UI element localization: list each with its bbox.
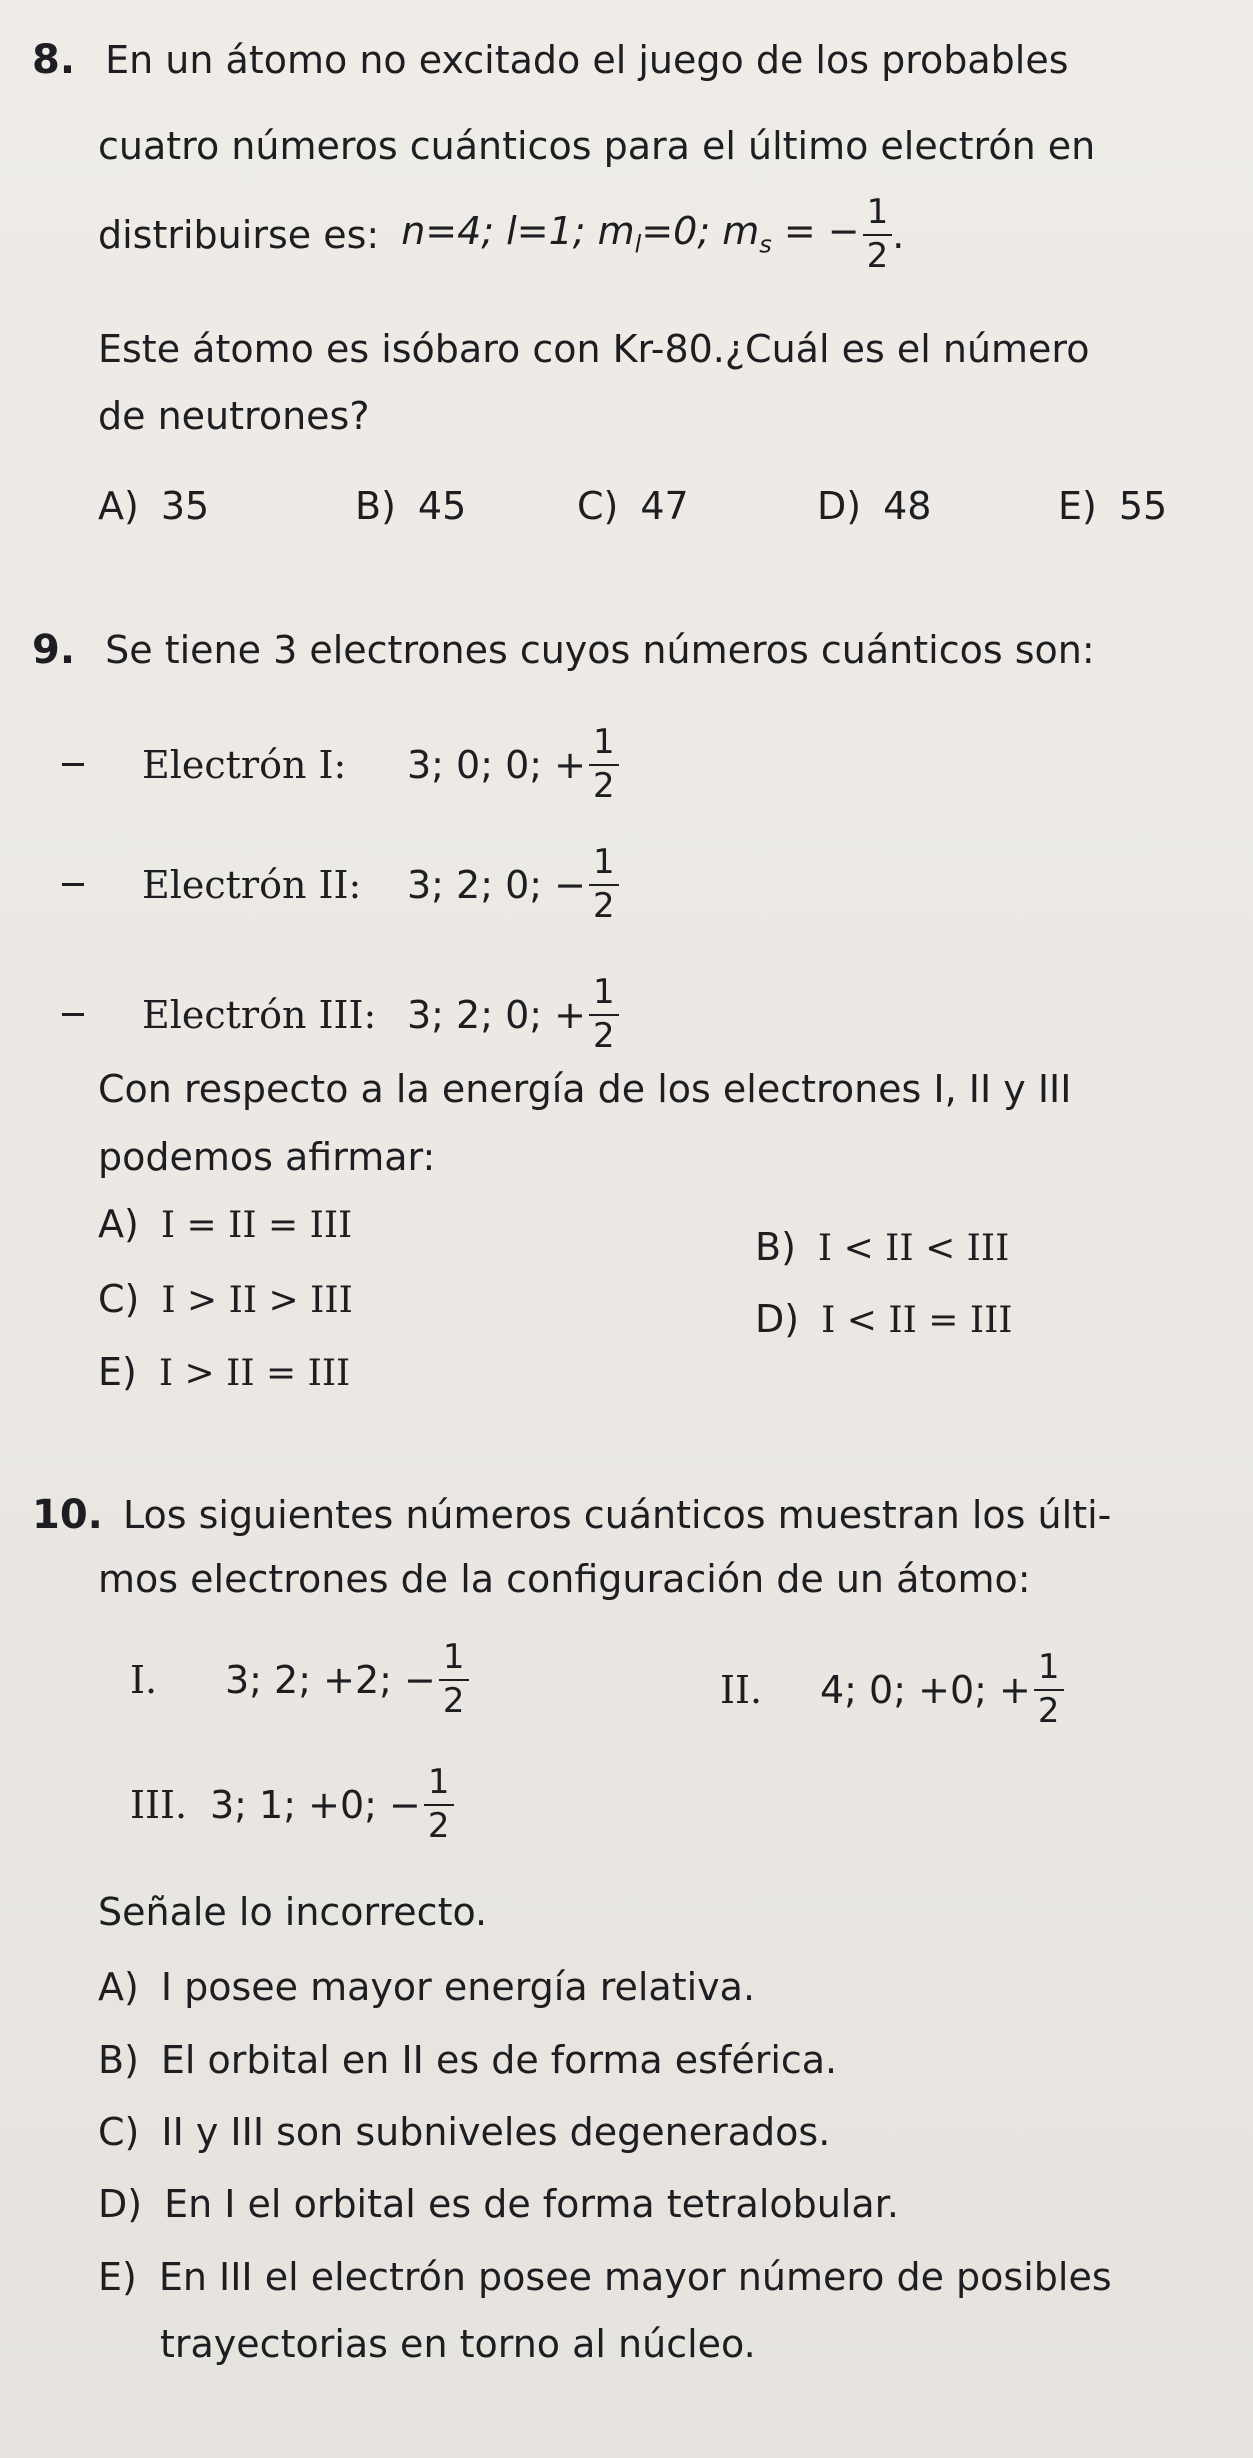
question-8-text-3: distribuirse es:	[98, 212, 380, 257]
dash-bullet	[62, 883, 84, 886]
electron-row-1	[62, 722, 619, 806]
electron-row-2	[62, 842, 619, 926]
question-10-text-1: Los siguientes números cuánticos muestran los últi-	[122, 1493, 1112, 1537]
q10-option-e-line-2: trayectorias en torno al núcleo.	[160, 2322, 756, 2366]
electron-label: Electrón I:	[142, 742, 347, 787]
dash-bullet	[62, 1013, 84, 1016]
question-8-line-3	[98, 192, 905, 276]
fraction-denominator: 2	[1037, 1690, 1060, 1731]
item-label: I.	[130, 1657, 158, 1702]
ml-subscript: l	[634, 230, 642, 259]
q10-item-1	[130, 1637, 469, 1721]
option-letter: B)	[355, 484, 396, 528]
item-values: 3; 2; +2; −	[225, 1657, 436, 1702]
q9-option-a[interactable]	[98, 1202, 353, 1246]
option-letter: C)	[577, 484, 619, 528]
question-10-text-2: mos electrones de la configuración de un átomo:	[98, 1557, 1031, 1601]
option-letter: C)	[98, 1277, 140, 1321]
q10-option-a[interactable]	[98, 1965, 756, 2009]
question-8-text-4: Este átomo es isóbaro con Kr-80.¿Cuál es el número	[98, 327, 1090, 371]
spin-fraction	[589, 722, 619, 806]
electron-label: Electrón III:	[142, 992, 377, 1037]
option-text: 48	[883, 484, 932, 528]
option-text: 47	[640, 484, 689, 528]
option-letter: A)	[98, 1202, 139, 1246]
question-8-number: 8.	[32, 37, 76, 83]
option-text: I posee mayor energía relativa.	[160, 1965, 756, 2009]
fraction-numerator: 1	[593, 722, 615, 762]
option-letter: B)	[98, 2038, 139, 2082]
option-letter: C)	[98, 2110, 140, 2154]
option-letter: E)	[98, 2255, 137, 2299]
q10-option-b[interactable]	[98, 2038, 838, 2082]
quantum-ms-prefix: =0; m	[641, 209, 760, 254]
q8-option-b[interactable]	[355, 484, 467, 528]
item-label: II.	[720, 1667, 763, 1712]
fraction-denominator: 2	[593, 885, 615, 926]
fraction-numerator: 1	[427, 1762, 450, 1802]
q10-option-c[interactable]	[98, 2110, 831, 2154]
option-letter: D)	[98, 2182, 143, 2226]
q10-item-2	[720, 1647, 1064, 1731]
q10-option-e[interactable]	[98, 2255, 1112, 2299]
option-text: 35	[160, 484, 210, 528]
spin-fraction	[589, 842, 619, 926]
option-text: 45	[417, 484, 467, 528]
electron-row-3	[62, 972, 619, 1056]
quantum-numbers	[401, 209, 860, 259]
electron-values: 3; 0; 0; +	[407, 742, 587, 787]
fraction-numerator: 1	[866, 192, 889, 232]
option-text: I < II = III	[821, 1300, 1013, 1341]
option-letter: B)	[755, 1225, 796, 1269]
option-text: 55	[1118, 484, 1168, 528]
item-values: 4; 0; +0; +	[820, 1667, 1031, 1712]
item-label: III.	[130, 1782, 188, 1827]
q10-option-d[interactable]	[98, 2182, 899, 2226]
q9-option-b[interactable]	[755, 1225, 1010, 1269]
question-9-line-1	[32, 627, 1095, 673]
q8-option-e[interactable]	[1058, 484, 1168, 528]
question-9-text-1: Se tiene 3 electrones cuyos números cuánticos son:	[105, 628, 1095, 672]
option-letter: A)	[98, 1965, 139, 2009]
question-10-prompt: Señale lo incorrecto.	[98, 1890, 488, 1934]
question-9-number: 9.	[32, 627, 76, 673]
q10-item-3	[130, 1762, 454, 1846]
fraction-denominator: 2	[593, 1015, 615, 1056]
fraction-numerator: 1	[593, 842, 615, 882]
option-letter: E)	[98, 1350, 137, 1394]
fraction-denominator: 2	[593, 765, 615, 806]
option-text: En I el orbital es de forma tetralobular.	[164, 2182, 899, 2226]
option-text: I > II > III	[161, 1280, 353, 1321]
question-10-number: 10.	[32, 1492, 103, 1538]
fraction-numerator: 1	[1037, 1647, 1060, 1687]
electron-label: Electrón II:	[142, 862, 362, 907]
spin-fraction	[439, 1637, 469, 1721]
spin-fraction	[589, 972, 619, 1056]
question-9-text-2: Con respecto a la energía de los electrones I, II y III	[98, 1067, 1072, 1111]
dash-bullet	[62, 763, 84, 766]
ms-subscript: s	[759, 230, 772, 259]
electron-values: 3; 2; 0; −	[407, 862, 587, 907]
question-8-text-5: de neutrones?	[98, 394, 370, 438]
option-letter: E)	[1058, 484, 1097, 528]
option-letter: D)	[817, 484, 862, 528]
question-8-text-2: cuatro números cuánticos para el último electrón en	[98, 124, 1096, 168]
fraction-denominator: 2	[427, 1805, 450, 1846]
q9-option-c[interactable]	[98, 1277, 353, 1321]
option-text: I = II = III	[160, 1205, 353, 1246]
period: .	[892, 212, 905, 257]
option-text: El orbital en II es de forma esférica.	[160, 2038, 838, 2082]
fraction-numerator: 1	[442, 1637, 465, 1677]
fraction-numerator: 1	[593, 972, 615, 1012]
option-text: II y III son subniveles degenerados.	[161, 2110, 831, 2154]
spin-fraction	[1034, 1647, 1064, 1731]
option-text: En III el electrón posee mayor número de posibles	[158, 2255, 1112, 2299]
question-9-text-3: podemos afirmar:	[98, 1135, 436, 1179]
option-text: I > II = III	[158, 1353, 351, 1394]
question-8-line-1	[32, 37, 1069, 83]
spin-fraction	[863, 192, 893, 276]
electron-values: 3; 2; 0; +	[407, 992, 587, 1037]
item-values: 3; 1; +0; −	[210, 1782, 421, 1827]
option-text: I < II < III	[817, 1228, 1010, 1269]
q8-option-c[interactable]	[577, 484, 689, 528]
quantum-n-l-ml: n=4; l=1; m	[401, 209, 635, 254]
option-letter: D)	[755, 1297, 800, 1341]
spin-fraction	[424, 1762, 454, 1846]
question-10-line-1	[32, 1492, 1112, 1538]
q9-option-e[interactable]	[98, 1350, 351, 1394]
fraction-denominator: 2	[866, 235, 889, 276]
option-letter: A)	[98, 484, 139, 528]
q9-option-d[interactable]	[755, 1297, 1013, 1341]
q8-option-d[interactable]	[817, 484, 932, 528]
fraction-denominator: 2	[442, 1680, 465, 1721]
question-8-text-1: En un átomo no excitado el juego de los probables	[105, 38, 1069, 82]
q8-option-a[interactable]	[98, 484, 210, 528]
ms-equals: = −	[771, 209, 860, 254]
